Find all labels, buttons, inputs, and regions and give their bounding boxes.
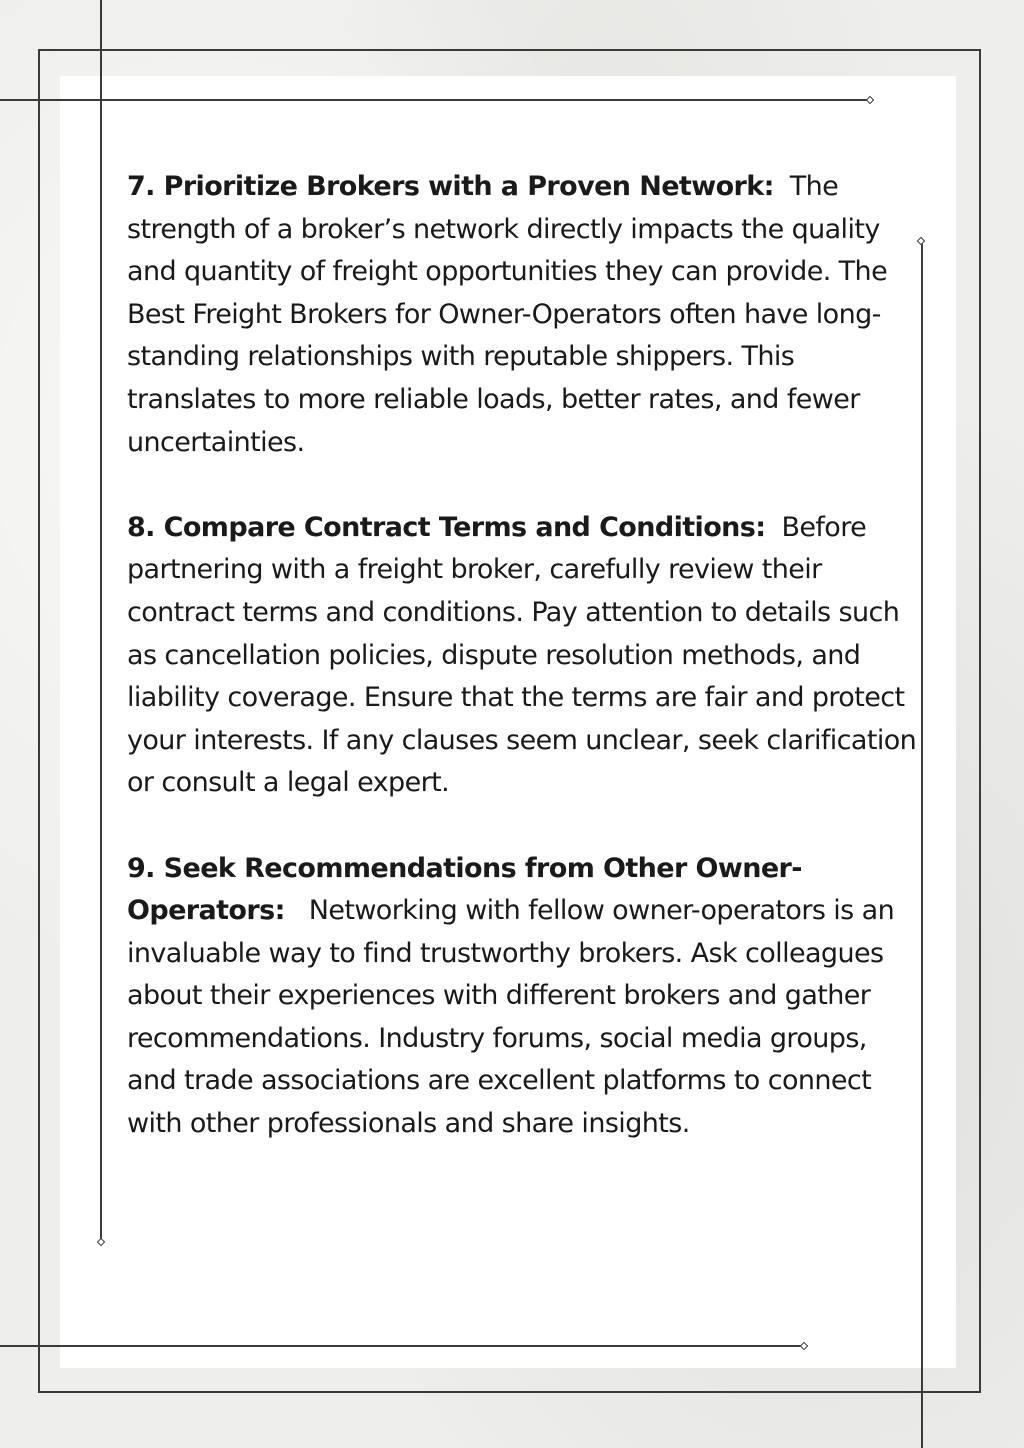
top-horizontal-line [0,99,870,101]
section-seek-recommendations [127,848,917,1146]
section-heading: 8. Compare Contract Terms and Conditions: [127,511,766,543]
section-heading: 9. Seek Recommendations from Other Owner-Operators: [127,852,802,927]
section-compare-contract-terms [127,507,917,805]
bottom-horizontal-line [0,1345,804,1347]
section-body: The strength of a broker’s network directly impacts the quality and quantity of freight opportunities they can provide. The Best Freight Brokers for Owner-Operators often have long-standing relationships with reputable shippers. This translates to more reliable loads, better rates, and fewer uncertainties. [127,171,888,458]
right-vertical-line [921,242,923,1448]
document-body [127,166,917,1188]
section-prioritize-brokers [127,166,917,464]
left-vertical-line [100,0,102,1242]
section-heading: 7. Prioritize Brokers with a Proven Network: [127,171,774,202]
section-body: Before partnering with a freight broker, carefully review their contract terms and conditions. Pay attention to details such as cancellation policies, dispute resolution methods, and liability coverage. Ensure that the terms are fair and protect your interests. If any clauses seem unclear, seek clarification or consult a legal expert. [127,511,917,799]
section-body: Networking with fellow owner-operators is an invaluable way to find trustworthy brokers. Ask colleagues about their experiences with different brokers and gather recommendations. Industry forums, social media groups, and trade associations are excellent platforms to connect with other professionals and share insights. [127,895,895,1140]
